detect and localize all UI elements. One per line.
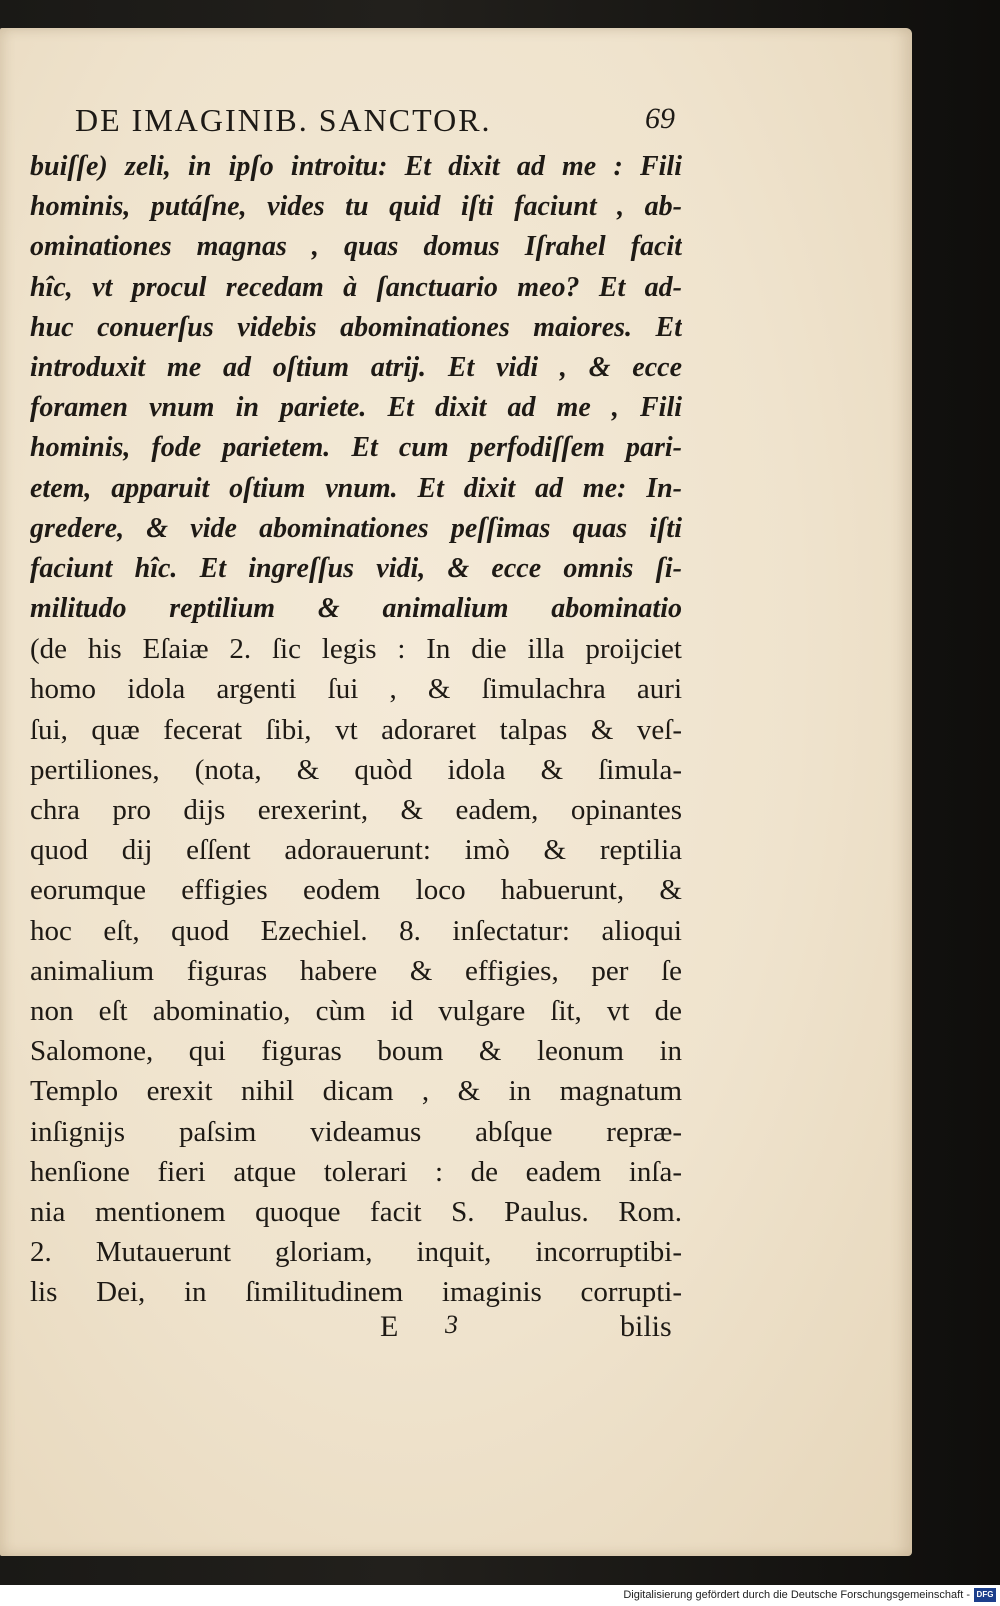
text-line: ſui, quæ fecerat ſibi, vt adoraret talpas & veſ- [30,713,682,746]
text-line: henſione fieri atque tolerari : de eadem inſa- [30,1155,682,1188]
body-text [30,147,682,1312]
text-line: gredere, & vide abominationes peſſimas quas iſti [30,512,682,544]
text-line: hominis, fode parietem. Et cum perfodiſſem pari- [30,432,682,464]
text-line: 2. Mutauerunt gloriam, inquit, incorruptibi- [30,1236,682,1269]
text-line: hîc, vt procul recedam à ſanctuario meo? Et ad- [30,271,682,303]
text-line: quod dij eſſent adorauerunt: imò & reptilia [30,834,682,867]
catchword: bilis [620,1310,672,1343]
text-line: ominationes magnas , quas domus Iſrahel facit [30,231,682,263]
signature-number: 3 [445,1310,458,1339]
text-line: Salomone, qui figuras boum & leonum in [30,1035,682,1068]
text-line: non eſt abominatio, cùm id vulgare ſit, vt de [30,994,682,1027]
text-line: animalium figuras habere & effigies, per ſe [30,954,682,987]
text-line: inſignijs paſsim videamus abſque repræ- [30,1115,682,1148]
text-line: foramen vnum in pariete. Et dixit ad me , Fili [30,392,682,424]
text-line: hominis, putáſne, vides tu quid iſti faciunt , ab- [30,191,682,223]
text-line: nia mentionem quoque facit S. Paulus. Rom. [30,1195,682,1228]
text-line: Templo erexit nihil dicam , & in magnatum [30,1075,682,1108]
text-line: (de his Eſaiæ 2. ſic legis : In die illa proijciet [30,633,682,666]
dfg-logo: DFG [974,1588,996,1602]
text-line: pertiliones, (nota, & quòd idola & ſimula- [30,753,682,786]
page-number: 69 [645,102,675,135]
text-line: chra pro dijs erexerint, & eadem, opinantes [30,794,682,826]
running-title: DE IMAGINIB. SANCTOR. [75,102,492,138]
text-line: homo idola argenti ſui , & ſimulachra auri [30,673,682,706]
text-line: huc conuerſus videbis abominationes maiores. Et [30,311,682,343]
text-line: hoc eſt, quod Ezechiel. 8. inſectatur: alioqui [30,914,682,947]
text-line: introduxit me ad oſtium atrij. Et vidi , & ecce [30,351,682,383]
text-line: etem, apparuit oſtium vnum. Et dixit ad me: In- [30,472,682,504]
text-line: eorumque effigies eodem loco habuerunt, & [30,874,682,907]
running-head [75,102,675,144]
text-line: lis Dei, in ſimilitudinem imaginis corrupti- [30,1276,682,1309]
signature-mark: E [380,1310,399,1343]
text-line: militudo reptilium & animalium abominatio [30,593,682,625]
text-line: buiſſe) zeli, in ipſo introitu: Et dixit ad me : Fili [30,151,682,182]
text-line: faciunt hîc. Et ingreſſus vidi, & ecce omnis ſi- [30,552,682,584]
digitization-credit: Digitalisierung gefördert durch die Deutsche Forschungsgemeinschaft - [0,1585,1000,1606]
